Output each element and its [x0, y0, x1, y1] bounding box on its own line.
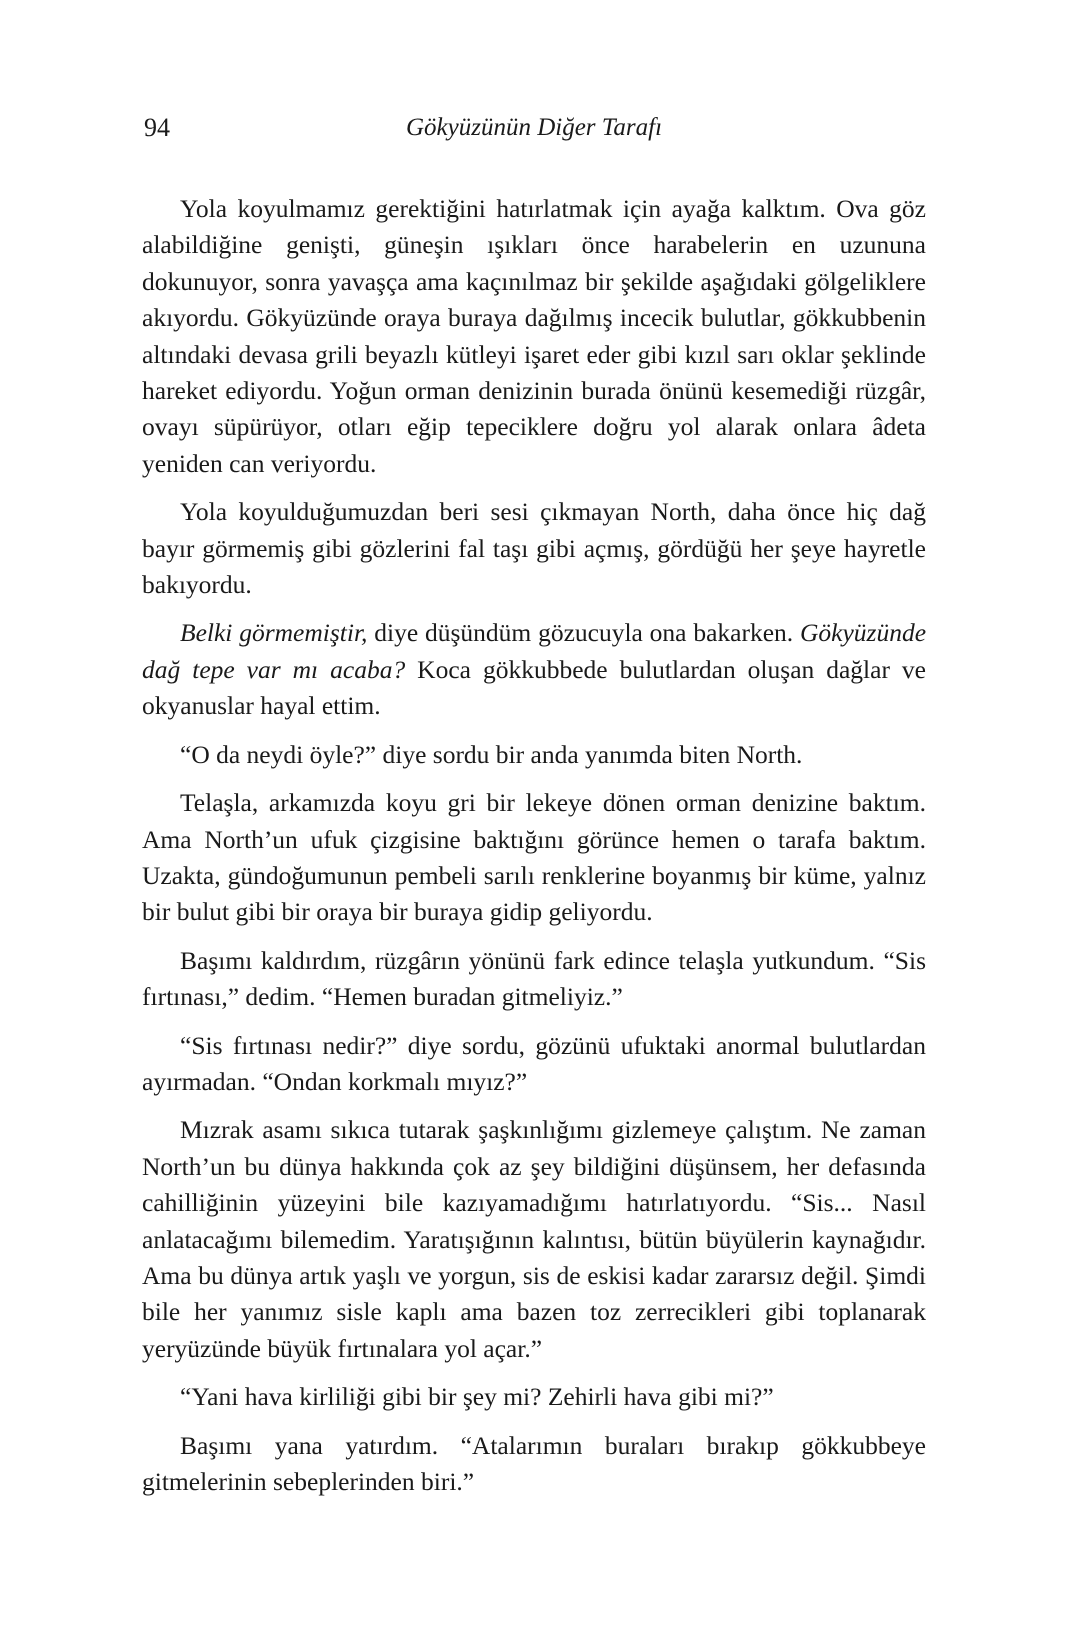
paragraph: [142, 615, 926, 724]
paragraph: Yola koyulduğumuzdan beri sesi çıkmayan North, daha önce hiç dağ bayır görmemiş gibi gözlerini fal taşı gibi açmış, gördüğü her şeye hayretle bakıyordu.: [142, 497, 926, 600]
paragraph: “Sis fırtınası nedir?” diye sordu, gözünü ufuktaki anormal bulutlardan ayırmadan. “Ondan korkmalı mıyız?”: [142, 1030, 926, 1096]
page-number: 94: [144, 113, 170, 142]
running-title: Gökyüzünün Diğer Tarafı: [405, 114, 663, 141]
page-header: [144, 108, 914, 148]
paragraph-text: diye düşündüm gözucuyla ona bakarken.: [367, 618, 800, 648]
paragraph: “Yani hava kirliliği gibi bir şey mi? Zehirli hava gibi mi?”: [180, 1382, 774, 1412]
paragraph: “O da neydi öyle?” diye sordu bir anda yanımda biten North.: [180, 739, 803, 769]
paragraph: Başımı yana yatırdım. “Atalarımın buraları bırakıp gökkubbeye gitmelerinin sebeplerinden biri.”: [142, 1430, 926, 1496]
paragraph: Mızrak asamı sıkıca tutarak şaşkınlığımı gizlemeye çalıştım. Ne zaman North’un bu dünya hakkında çok az şey bildiğini düşünsem, her defasında cahilliğinin yüzeyini bile kazıyamadığımı hatırlatıyordu. “Sis... Nasıl anlatacağımı bilemedim. Yaratışığının kalıntısı, bütün büyülerin kaynağıdır. Ama bu dünya artık yaşlı ve yorgun, sis de eskisi kadar zararsız değil. Şimdi bile her yanımız sisle kaplı ama bazen toz zerrecikleri gibi toplanarak yeryüzünde büyük fırtınalara yol açar.”: [142, 1115, 926, 1363]
body-text: [142, 191, 926, 1512]
italic-thought: Belki görmemiştir,: [180, 618, 368, 648]
paragraph: Yola koyulmamız gerektiğini hatırlatmak için ayağa kalktım. Ova göz alabildiğine genişti, güneşin ışıkları önce harabelerin en uzununa dokunuyor, sonra yavaşça ama kaçınılmaz bir şekilde aşağıdaki gölgeliklere akıyordu. Gökyüzünde oraya buraya dağılmış incecik bulutlar, gökkubbenin altındaki devasa grili beyazlı kütleyi işaret eder gibi kızıl sarı oklar şeklinde hareket ediyordu. Yoğun orman denizinin burada önünü kesemediği rüzgâr, ovayı süpürüyor, otları eğip tepeciklere doğru yol alarak onlara âdeta yeniden can veriyordu.: [142, 194, 926, 478]
italic-thought: Gökyüzünde dağ tepe var mı acaba?: [142, 618, 927, 684]
paragraph: Telaşla, arkamızda koyu gri bir lekeye dönen orman denizine baktım. Ama North’un ufuk çizgisine baktığını görünce hemen o tarafa baktım. Uzakta, gündoğumunun pembeli sarılı renklerine boyanmış bir küme, yalnız bir bulut gibi bir oraya bir buraya gidip geliyordu.: [142, 788, 926, 927]
paragraph-text: Koca gökkubbede bulutlardan oluşan dağlar ve okyanuslar hayal ettim.: [142, 654, 926, 721]
paragraph: Başımı kaldırdım, rüzgârın yönünü fark edince telaşla yutkundum. “Sis fırtınası,” dedim. “Hemen buradan gitmeliyiz.”: [142, 945, 926, 1012]
